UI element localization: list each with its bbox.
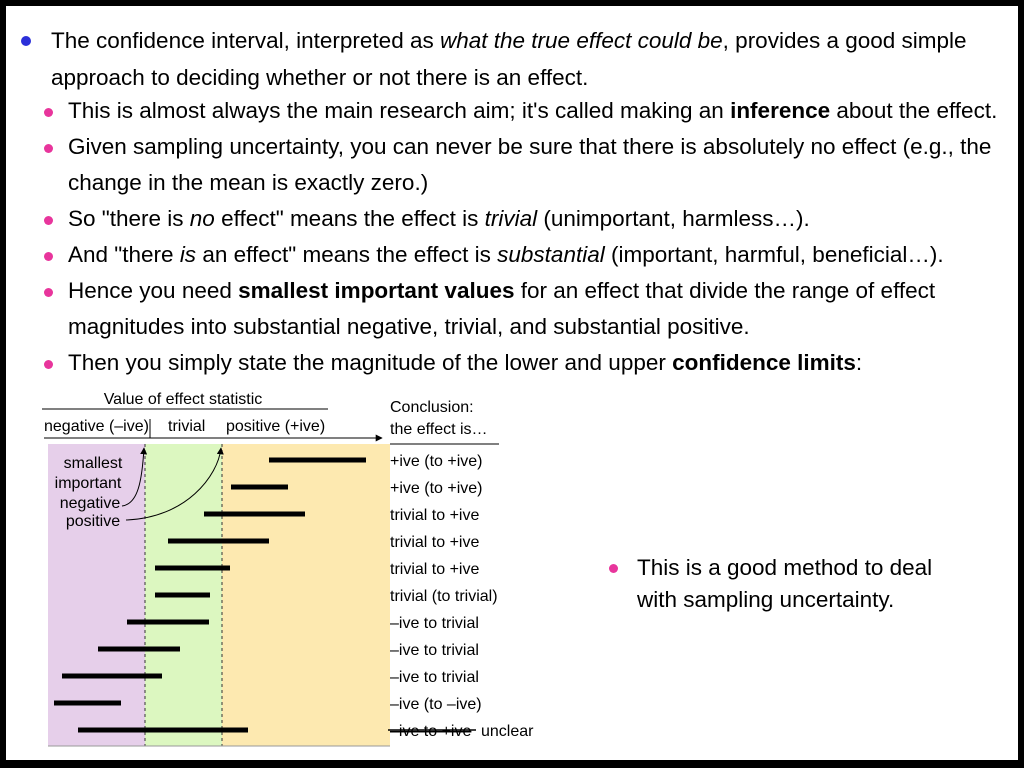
ci-diagram <box>6 6 1018 760</box>
zone-label-trivial: trivial <box>168 418 206 435</box>
sub3-d: trivial <box>484 206 538 231</box>
main-text-1: The confidence interval, interpreted as <box>51 28 440 53</box>
sub3-e: (unimportant, harmless…). <box>537 206 810 231</box>
sub6-b: confidence limits <box>672 350 856 375</box>
conclusion-extra-label: unclear <box>481 723 534 740</box>
conclusion-labels <box>388 453 534 740</box>
sub5-b: smallest important values <box>238 278 515 303</box>
conclusion-label: –ive to trivial <box>390 615 479 632</box>
conclusion-label: trivial to +ive <box>390 561 480 578</box>
sub6-a: Then you simply state the magnitude of the lower and upper <box>68 350 673 375</box>
sub1-b: inference <box>730 98 831 123</box>
conclusion-header-1: Conclusion: <box>390 399 474 416</box>
zone-label-negative: negative (–ive) <box>44 418 149 435</box>
conclusion-label: –ive to trivial <box>390 669 479 686</box>
conclusion-label: trivial (to trivial) <box>390 588 498 605</box>
conclusion-label: –ive to +ive <box>390 723 472 740</box>
slide <box>6 6 1018 760</box>
sub5-a: Hence you need <box>68 278 239 303</box>
sub1-a: This is almost always the main research aim; it's called making an <box>68 98 731 123</box>
conclusion-label: –ive (to –ive) <box>390 696 482 713</box>
zone-label-positive: positive (+ive) <box>226 418 326 435</box>
smallest-important-label-4: positive <box>65 513 121 530</box>
sub3-a: So "there is <box>68 206 190 231</box>
right-note-text: This is a good method to deal with sampling uncertainty. <box>637 555 933 612</box>
conclusion-label: trivial to +ive <box>390 534 480 551</box>
main-text-italic: what the true effect could be <box>439 28 723 53</box>
sub1-c: about the effect. <box>830 98 998 123</box>
sub4-c: an effect" means the effect is <box>196 242 498 267</box>
smallest-important-label-1: smallest <box>63 455 123 472</box>
sub4-b: is <box>179 242 197 267</box>
sub3-b: no <box>189 206 215 231</box>
sub6-c: : <box>855 350 863 375</box>
axis-header: Value of effect statistic <box>103 391 263 408</box>
conclusion-label: trivial to +ive <box>390 507 480 524</box>
conclusion-label: –ive to trivial <box>390 642 479 659</box>
conclusion-label: +ive (to +ive) <box>390 453 483 470</box>
sub4-e: (important, harmful, beneficial…). <box>604 242 944 267</box>
sub-bullet-2-text: Given sampling uncertainty, you can never be sure that there is absolutely no effect (e.g., the change in the mean is exactly zero.) <box>68 134 992 195</box>
main-text-3: , provides a good simple approach to deciding whether or not there is an effect. <box>51 28 967 90</box>
sub5-c: for an effect that divide the range of effect magnitudes into substantial negative, trivial, and substantial positive. <box>68 278 936 339</box>
sub4-d: substantial <box>497 242 605 267</box>
sub4-a: And "there <box>68 242 180 267</box>
smallest-important-label-2: important <box>54 475 122 492</box>
conclusion-header-2: the effect is… <box>390 421 488 438</box>
conclusion-label: +ive (to +ive) <box>390 480 483 497</box>
smallest-important-label-3: negative <box>59 495 121 512</box>
sub3-c: effect" means the effect is <box>214 206 485 231</box>
